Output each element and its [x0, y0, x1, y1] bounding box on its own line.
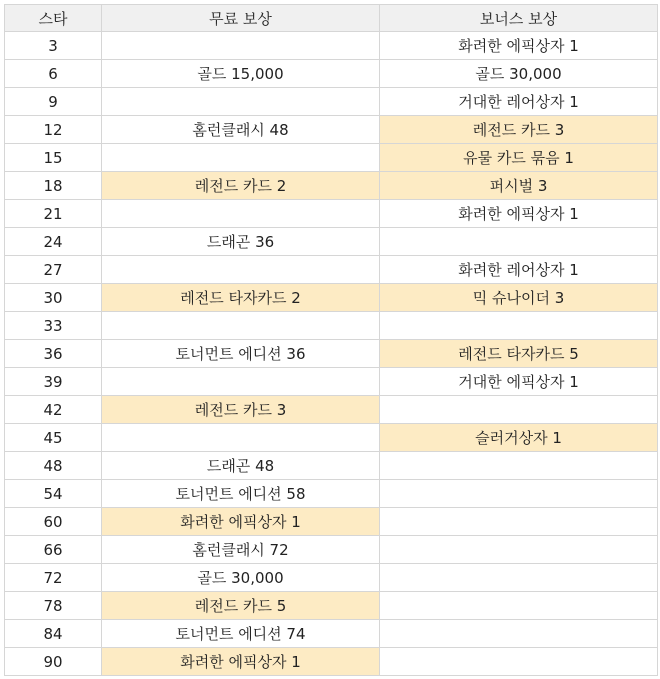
table-row — [5, 452, 658, 480]
header-row — [5, 5, 658, 32]
table-row — [5, 592, 658, 620]
bonus-reward-cell: 거대한 에픽상자 1 — [380, 368, 658, 396]
table-row — [5, 88, 658, 116]
star-cell: 9 — [5, 88, 102, 116]
free-reward-cell: 토너먼트 에디션 58 — [102, 480, 380, 508]
bonus-reward-cell: 믹 슈나이더 3 — [380, 284, 658, 312]
star-cell: 30 — [5, 284, 102, 312]
bonus-reward-cell: 유물 카드 묶음 1 — [380, 144, 658, 172]
header-star: 스타 — [5, 5, 102, 32]
star-cell: 33 — [5, 312, 102, 340]
free-reward-cell — [102, 88, 380, 116]
star-cell: 12 — [5, 116, 102, 144]
free-reward-cell — [102, 424, 380, 452]
star-cell: 24 — [5, 228, 102, 256]
star-cell: 48 — [5, 452, 102, 480]
table-row — [5, 144, 658, 172]
star-cell: 45 — [5, 424, 102, 452]
header-free-reward: 무료 보상 — [102, 5, 380, 32]
free-reward-cell — [102, 144, 380, 172]
star-cell: 78 — [5, 592, 102, 620]
star-cell: 42 — [5, 396, 102, 424]
star-cell: 18 — [5, 172, 102, 200]
star-cell: 21 — [5, 200, 102, 228]
bonus-reward-cell: 레전드 카드 3 — [380, 116, 658, 144]
rewards-table — [4, 4, 658, 676]
star-cell: 3 — [5, 32, 102, 60]
bonus-reward-cell — [380, 592, 658, 620]
star-cell: 90 — [5, 648, 102, 676]
star-cell: 39 — [5, 368, 102, 396]
free-reward-cell: 화려한 에픽상자 1 — [102, 508, 380, 536]
bonus-reward-cell: 거대한 레어상자 1 — [380, 88, 658, 116]
table-row — [5, 508, 658, 536]
bonus-reward-cell: 화려한 에픽상자 1 — [380, 32, 658, 60]
table-row — [5, 648, 658, 676]
table-row — [5, 256, 658, 284]
table-row — [5, 32, 658, 60]
free-reward-cell — [102, 200, 380, 228]
bonus-reward-cell: 퍼시벌 3 — [380, 172, 658, 200]
free-reward-cell: 홈런클래시 72 — [102, 536, 380, 564]
bonus-reward-cell: 화려한 에픽상자 1 — [380, 200, 658, 228]
table-row — [5, 312, 658, 340]
free-reward-cell: 토너먼트 에디션 36 — [102, 340, 380, 368]
table-row — [5, 116, 658, 144]
bonus-reward-cell — [380, 536, 658, 564]
bonus-reward-cell: 슬러거상자 1 — [380, 424, 658, 452]
free-reward-cell: 골드 15,000 — [102, 60, 380, 88]
star-cell: 36 — [5, 340, 102, 368]
free-reward-cell: 레전드 카드 2 — [102, 172, 380, 200]
bonus-reward-cell: 화려한 레어상자 1 — [380, 256, 658, 284]
table-row — [5, 424, 658, 452]
bonus-reward-cell — [380, 312, 658, 340]
free-reward-cell: 레전드 카드 5 — [102, 592, 380, 620]
star-cell: 54 — [5, 480, 102, 508]
table-row — [5, 536, 658, 564]
bonus-reward-cell — [380, 452, 658, 480]
star-cell: 6 — [5, 60, 102, 88]
table-body — [5, 32, 658, 676]
star-cell: 66 — [5, 536, 102, 564]
free-reward-cell — [102, 32, 380, 60]
star-cell: 84 — [5, 620, 102, 648]
free-reward-cell: 드래곤 48 — [102, 452, 380, 480]
table-row — [5, 340, 658, 368]
table-row — [5, 620, 658, 648]
table-row — [5, 368, 658, 396]
star-cell: 15 — [5, 144, 102, 172]
star-cell: 27 — [5, 256, 102, 284]
table-row — [5, 284, 658, 312]
table-row — [5, 228, 658, 256]
bonus-reward-cell: 골드 30,000 — [380, 60, 658, 88]
table-row — [5, 396, 658, 424]
free-reward-cell — [102, 368, 380, 396]
table-row — [5, 200, 658, 228]
free-reward-cell — [102, 256, 380, 284]
bonus-reward-cell — [380, 648, 658, 676]
table-row — [5, 564, 658, 592]
star-cell: 60 — [5, 508, 102, 536]
free-reward-cell: 홈런클래시 48 — [102, 116, 380, 144]
table-row — [5, 60, 658, 88]
bonus-reward-cell — [380, 396, 658, 424]
star-cell: 72 — [5, 564, 102, 592]
header-bonus-reward: 보너스 보상 — [380, 5, 658, 32]
bonus-reward-cell — [380, 480, 658, 508]
bonus-reward-cell — [380, 564, 658, 592]
bonus-reward-cell — [380, 228, 658, 256]
bonus-reward-cell — [380, 620, 658, 648]
table-row — [5, 172, 658, 200]
bonus-reward-cell: 레전드 타자카드 5 — [380, 340, 658, 368]
bonus-reward-cell — [380, 508, 658, 536]
table-row — [5, 480, 658, 508]
free-reward-cell: 골드 30,000 — [102, 564, 380, 592]
free-reward-cell: 화려한 에픽상자 1 — [102, 648, 380, 676]
free-reward-cell — [102, 312, 380, 340]
free-reward-cell: 드래곤 36 — [102, 228, 380, 256]
free-reward-cell: 레전드 카드 3 — [102, 396, 380, 424]
free-reward-cell: 토너먼트 에디션 74 — [102, 620, 380, 648]
free-reward-cell: 레전드 타자카드 2 — [102, 284, 380, 312]
